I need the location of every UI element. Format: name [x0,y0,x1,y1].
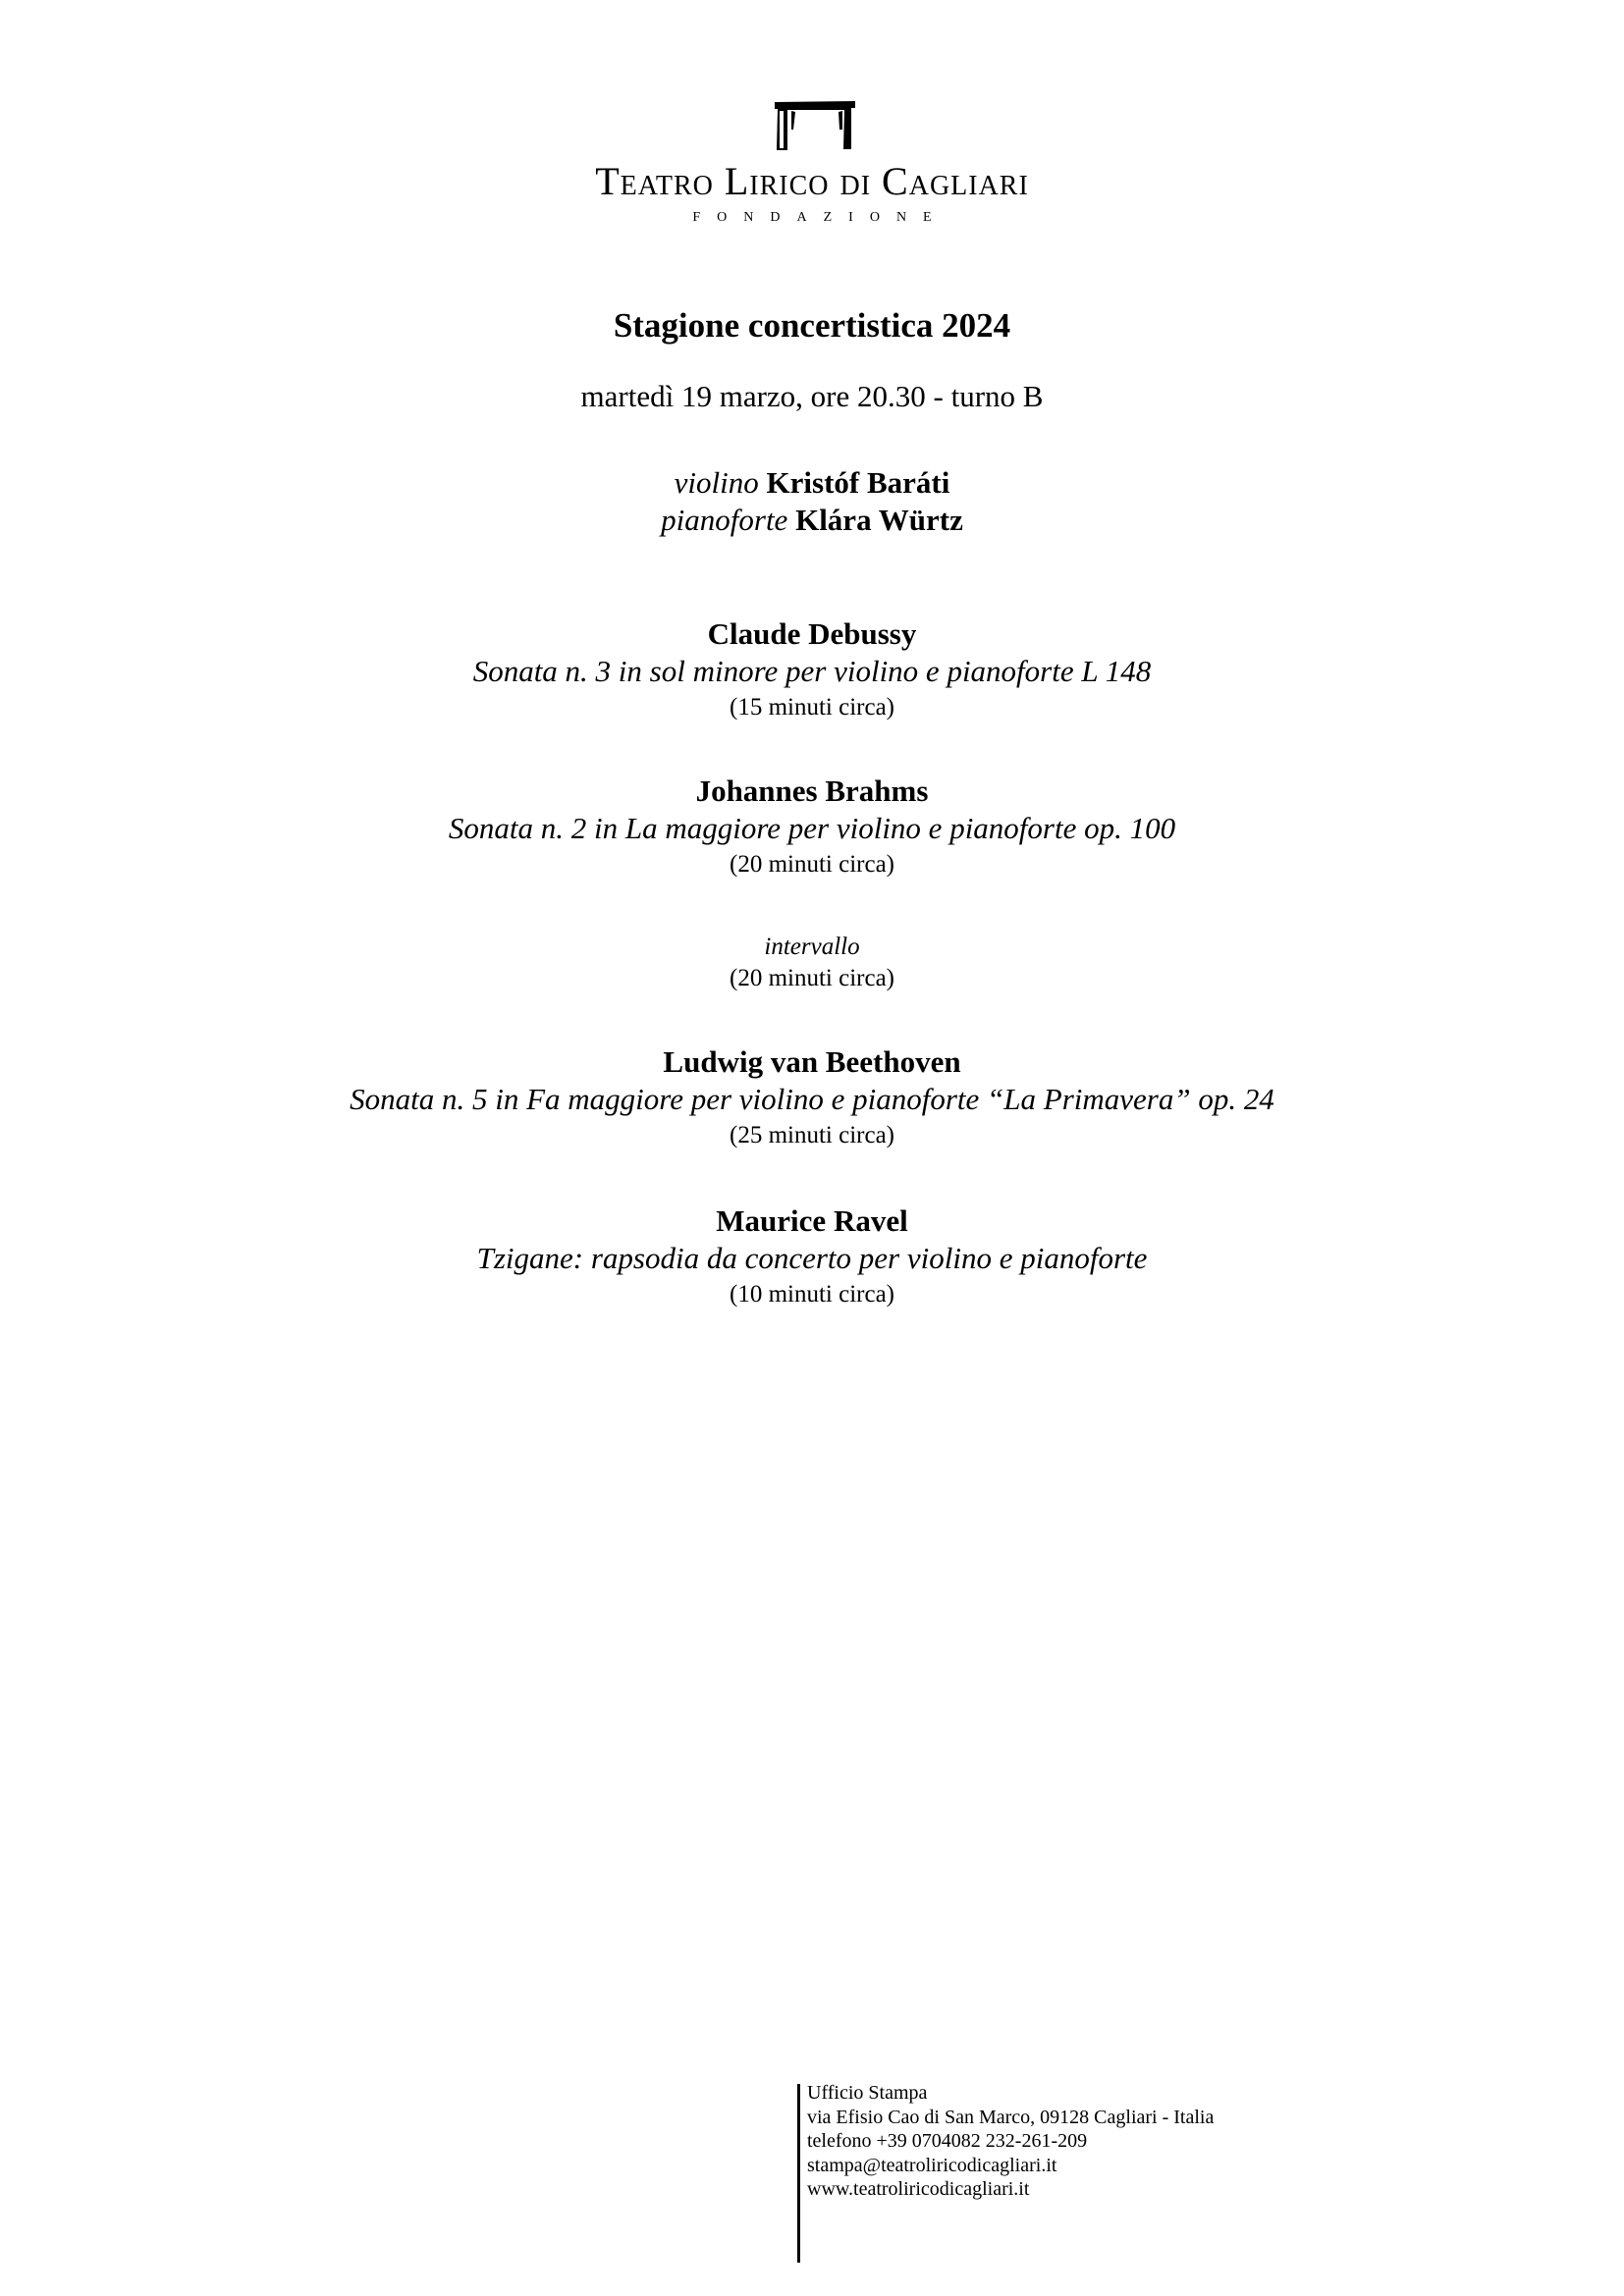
theatre-foundation-label: FONDAZIONE [692,210,948,225]
performer-name: Klára Würtz [795,503,963,537]
website-link[interactable]: www.teatroliricodicagliari.it [807,2178,1030,2200]
work-title: Sonata n. 2 in La maggiore per violino e pianoforte op. 100 [448,811,1176,845]
work-duration: (20 minuti circa) [730,851,894,878]
interval-duration: (20 minuti circa) [730,965,894,991]
composer-name: Maurice Ravel [716,1203,908,1238]
phone-text: telefono +39 0704082 232-261-209 [807,2130,1088,2152]
footer-divider [797,2084,800,2263]
theatre-stage-logo-icon [774,100,856,151]
performer-piano [0,502,1624,539]
composer-name: Ludwig van Beethoven [663,1044,961,1079]
interval-label: intervallo [764,934,860,960]
press-office-label: Ufficio Stampa [807,2082,928,2104]
concert-date: martedì 19 marzo, ore 20.30 - turno B [580,379,1044,413]
work-title: Tzigane: rapsodia da concerto per violino e pianoforte [476,1241,1148,1275]
address-text: via Efisio Cao di San Marco, 09128 Cagliari - Italia [807,2106,1215,2128]
performer-name: Kristóf Baráti [766,465,950,500]
theatre-name: Teatro Lirico di Cagliari [595,159,1029,203]
performer-role: pianoforte [661,503,788,537]
email-link[interactable]: stampa@teatroliricodicagliari.it [807,2154,1057,2176]
performer-violin [0,464,1624,502]
composer-name: Johannes Brahms [695,774,929,808]
work-title: Sonata n. 5 in Fa maggiore per violino e pianoforte “La Primavera” op. 24 [350,1082,1274,1116]
work-duration: (15 minuti circa) [730,694,894,721]
season-title: Stagione concertistica 2024 [613,306,1011,345]
work-duration: (10 minuti circa) [730,1281,894,1308]
work-duration: (25 minuti circa) [730,1122,894,1148]
work-title: Sonata n. 3 in sol minore per violino e pianoforte L 148 [472,654,1152,688]
composer-name: Claude Debussy [707,616,917,651]
press-office-contacts [807,2081,1214,2202]
performer-role: violino [674,465,759,500]
